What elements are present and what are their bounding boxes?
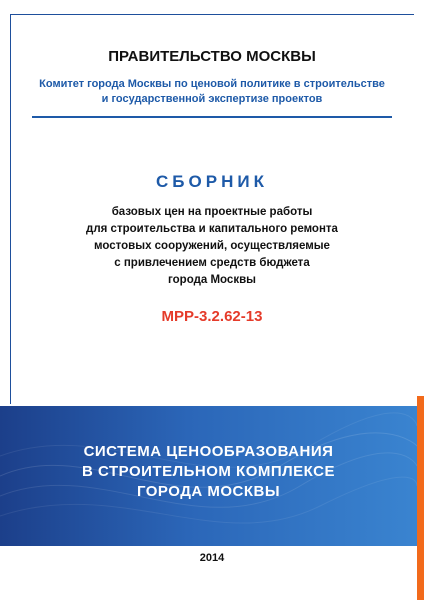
system-title — [0, 442, 417, 502]
collection-description — [40, 204, 384, 289]
header-divider — [32, 116, 392, 118]
description-line-3: мостовых сооружений, осуществляемые — [94, 240, 330, 252]
system-line-1: СИСТЕМА ЦЕНООБРАЗОВАНИЯ — [83, 443, 334, 460]
frame-top-line — [10, 14, 414, 15]
committee-name — [30, 77, 394, 107]
description-line-5: города Москвы — [168, 274, 256, 286]
committee-line-1: Комитет города Москвы по ценовой политике в строительстве — [39, 78, 385, 90]
government-title: ПРАВИТЕЛЬСТВО МОСКВЫ — [108, 48, 316, 65]
system-line-2: В СТРОИТЕЛЬНОМ КОМПЛЕКСЕ — [82, 463, 335, 480]
orange-side-strip — [417, 396, 424, 600]
document-code: МРР-3.2.62-13 — [161, 308, 263, 325]
committee-line-2: и государственной экспертизе проектов — [101, 93, 323, 105]
system-banner — [0, 406, 417, 546]
frame-left-line — [10, 14, 11, 404]
description-line-2: для строительства и капитального ремонта — [86, 223, 338, 235]
description-line-4: с привлечением средств бюджета — [114, 257, 310, 269]
collection-title: СБОРНИК — [156, 172, 268, 191]
description-line-1: базовых цен на проектные работы — [111, 206, 313, 218]
system-line-3: ГОРОДА МОСКВЫ — [136, 483, 281, 500]
publication-year: 2014 — [199, 552, 225, 564]
